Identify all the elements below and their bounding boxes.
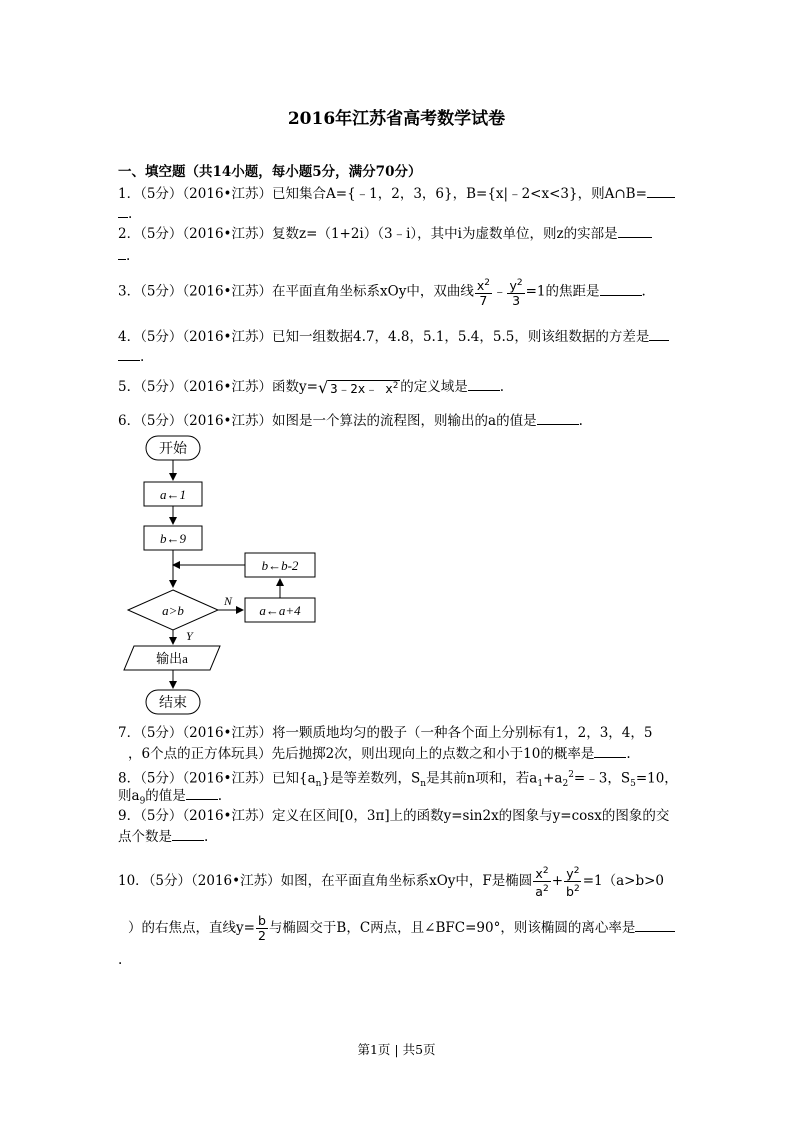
start-label: 开始: [159, 442, 187, 457]
question-text: 已知集合A={﹣1，2，3，6}，B={x|﹣2<x<3}，则A∩B=: [272, 186, 647, 202]
assign-b-label: b←9: [160, 531, 186, 546]
answer-blank: [635, 917, 675, 932]
end-label: 结束: [159, 696, 187, 711]
answer-blank: [649, 326, 669, 341]
question-4-cont: .: [118, 346, 144, 367]
question-text: 定义在区间[0，3π]上的函数y=sin2x的图象与y=cosx的图象的交: [272, 808, 670, 824]
answer-blank: [118, 346, 140, 361]
question-score: （5分）: [140, 186, 183, 202]
question-3: 3．（5分）（2016•江苏）在平面直角坐标系xOy中，双曲线 $\frac{x^2}{7}$ ﹣ $\frac{y^2}{3}$ =1的焦距是 .: [118, 278, 646, 309]
algorithm-flowchart: [118, 430, 338, 720]
section-heading: 一、填空题（共14小题，每小题5分，满分70分）: [118, 164, 422, 180]
question-10: 10．（5分）（2016•江苏）如图，在平面直角坐标系xOy中，F是椭圆 $\frac{x^2}{a^2}$ + $\frac{y^2}{b^2}$ =1（a>b>0: [118, 866, 664, 900]
question-9: 9．（5分）（2016•江苏）定义在区间[0，3π]上的函数y=sin2x的图象与y=cosx的图象的交: [118, 808, 670, 824]
question-8: 8．（5分）（2016•江苏）已知$\{a_n\}$是等差数列，$S_n$是其前n项和，若$a_1+a_2^2=﹣3$，$S_5=10$，: [118, 770, 678, 790]
answer-blank: [172, 826, 204, 841]
answer-blank: [118, 245, 126, 260]
question-number: 1．: [118, 186, 141, 202]
question-7: 7．（5分）（2016•江苏）将一颗质地均匀的骰子（一种各个面上分别标有1，2，3，4，5: [118, 725, 653, 741]
question-7-cont: ，6个点的正方体玩具）先后抛掷2次，则出现向上的点数之和小于10的概率是 .: [128, 743, 631, 764]
yes-label: Y: [186, 629, 193, 643]
fraction-x2-over-a2: $\frac{x^2}{a^2}$: [535, 866, 549, 900]
answer-blank: [186, 785, 218, 800]
fraction-y2-over-b2: $\frac{y^2}{b^2}$: [566, 866, 580, 900]
question-10-end: .: [118, 952, 123, 968]
assign-a-label: a←1: [160, 487, 186, 502]
answer-blank: [618, 223, 652, 238]
question-1-cont: .: [118, 203, 132, 224]
no-label: N: [223, 594, 233, 608]
square-root-expression: √ 3﹣2x﹣ $x^2$: [317, 378, 399, 398]
fraction-x2-over-7: $\frac{x^2}{7}$: [476, 278, 490, 309]
page-footer: 第1页 | 共5页: [357, 1042, 436, 1057]
question-text: 将一颗质地均匀的骰子（一种各个面上分别标有1，2，3，4，5: [272, 725, 653, 741]
question-10-cont: ）的右焦点，直线y= $\frac{b}{2}$ 与椭圆交于B，C两点，且∠BFC=90°，则该椭圆的离心率是: [128, 914, 675, 943]
question-text: 已知一组数据4.7，4.8，5.1，5.4，5.5，则该组数据的方差是: [272, 329, 650, 345]
question-text: 如图是一个算法的流程图，则输出的a的值是: [272, 413, 537, 429]
answer-blank: [647, 183, 675, 198]
fraction-b-over-2: $\frac{b}{2}$: [257, 913, 266, 943]
question-9-cont: 点个数是 .: [118, 826, 208, 847]
question-source: （2016•江苏）: [182, 186, 273, 202]
increment-a-label: a←a+4: [259, 603, 301, 618]
question-text: 复数z=（1+2i）（3﹣i），其中i为虚数单位，则z的实部是: [272, 226, 618, 242]
question-1: [118, 183, 675, 204]
question-2: 2．（5分）（2016•江苏）复数z=（1+2i）（3﹣i），其中i为虚数单位，则z的实部是: [118, 223, 652, 244]
question-2-cont: .: [118, 245, 130, 266]
page-title: 2016年江苏省高考数学试卷: [287, 109, 506, 129]
answer-blank: [594, 743, 626, 758]
answer-blank: [537, 410, 579, 425]
answer-blank: [118, 203, 128, 218]
answer-blank: [600, 281, 642, 296]
question-6: 6．（5分）（2016•江苏）如图是一个算法的流程图，则输出的a的值是 .: [118, 410, 583, 431]
decrement-b-label: b←b-2: [261, 558, 299, 573]
condition-label: a>b: [162, 603, 184, 618]
question-4: 4．（5分）（2016•江苏）已知一组数据4.7，4.8，5.1，5.4，5.5，则该组数据的方差是: [118, 326, 669, 347]
question-8-cont: 则$a_9$的值是 .: [118, 785, 222, 812]
output-label: 输出a: [156, 651, 188, 666]
fraction-y2-over-3: $\frac{y^2}{3}$: [509, 278, 523, 309]
question-5: 5．（5分）（2016•江苏）函数y=√ 3﹣2x﹣ $x^2$ 的定义域是 .: [118, 376, 504, 399]
answer-blank: [468, 376, 500, 391]
